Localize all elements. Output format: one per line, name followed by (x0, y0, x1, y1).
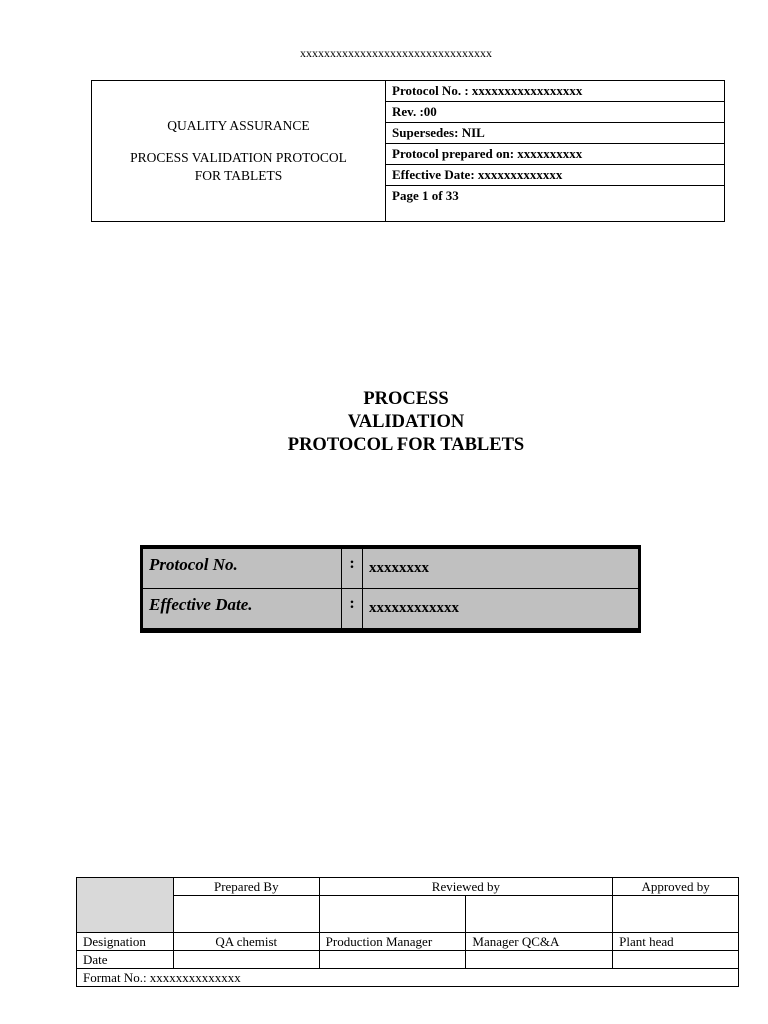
main-title-line1: PROCESS (363, 389, 449, 409)
reviewed-by-signature-1[interactable] (319, 896, 466, 933)
effective-date-label: Effective Date. (143, 589, 342, 629)
prepared-by-header: Prepared By (173, 878, 319, 896)
document-title-line1: PROCESS VALIDATION PROTOCOL (130, 150, 347, 165)
date-reviewed-1[interactable] (319, 951, 466, 969)
date-label: Date (77, 951, 174, 969)
date-approved[interactable] (613, 951, 739, 969)
designation-label: Designation (77, 933, 174, 951)
page-number-field: Page 1 of 33 (386, 186, 725, 222)
department-name: QUALITY ASSURANCE (167, 118, 310, 133)
protocol-info-box (140, 545, 641, 633)
approved-by-header: Approved by (613, 878, 739, 896)
protocol-no-label: Protocol No. (143, 549, 342, 589)
reviewed-by-header: Reviewed by (319, 878, 613, 896)
signature-table (76, 877, 739, 987)
company-name: xxxxxxxxxxxxxxxxxxxxxxxxxxxxxxxx (300, 46, 492, 60)
revision-field: Rev. :00 (386, 102, 725, 123)
date-prepared[interactable] (173, 951, 319, 969)
designation-reviewed-1: Production Manager (319, 933, 466, 951)
effective-date-field: Effective Date: xxxxxxxxxxxxx (386, 165, 725, 186)
main-title (0, 388, 768, 457)
reviewed-by-signature-2[interactable] (466, 896, 613, 933)
prepared-by-signature[interactable] (173, 896, 319, 933)
header-title-cell (92, 81, 386, 222)
protocol-no-field: Protocol No. : xxxxxxxxxxxxxxxxx (386, 81, 725, 102)
designation-reviewed-2: Manager QC&A (466, 933, 613, 951)
designation-approved: Plant head (613, 933, 739, 951)
effective-date-colon: : (342, 589, 363, 629)
date-reviewed-2[interactable] (466, 951, 613, 969)
main-title-line3: PROTOCOL FOR TABLETS (287, 435, 525, 455)
document-title-line2: FOR TABLETS (194, 168, 283, 183)
document-header-table (91, 80, 725, 222)
designation-prepared: QA chemist (173, 933, 319, 951)
effective-date-value: xxxxxxxxxxxx (363, 589, 639, 629)
approved-by-signature[interactable] (613, 896, 739, 933)
protocol-no-colon: : (342, 549, 363, 589)
prepared-on-field: Protocol prepared on: xxxxxxxxxx (386, 144, 725, 165)
supersedes-field: Supersedes: NIL (386, 123, 725, 144)
signature-corner-cell (77, 878, 174, 933)
protocol-no-value: xxxxxxxx (363, 549, 639, 589)
main-title-line2: VALIDATION (347, 412, 465, 432)
format-number: Format No.: xxxxxxxxxxxxxx (77, 969, 739, 987)
